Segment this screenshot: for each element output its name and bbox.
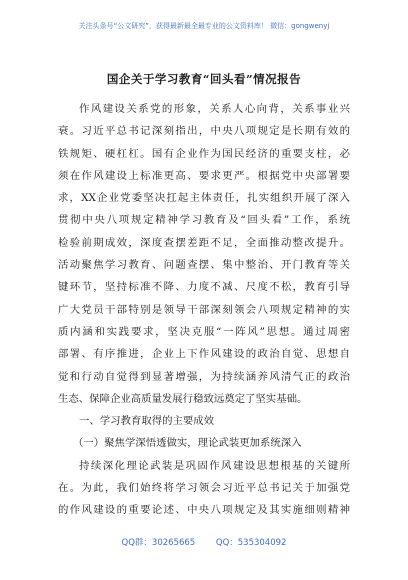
footer-qq-group: QQ群：30265665 bbox=[121, 538, 196, 548]
body-line: 的作风建设的重要论述、中央八项规定及其实施细则精神 bbox=[58, 504, 350, 517]
body-line: 求，XX企业党委坚决扛起主体责任，扎实组织开展了深入 bbox=[58, 192, 350, 205]
section-heading: 一、学习教育取得的主要成效 bbox=[79, 415, 215, 428]
body-line: 部署、有序推进，企业上下作风建设的政治自觉、思想自 bbox=[58, 348, 350, 361]
body-line: 检验前期成效，深度查摆差距不足，全面推动整改提升。 bbox=[58, 236, 350, 249]
body-line: 广大党员干部特别是领导干部深刻领会八项规定精神的实 bbox=[58, 303, 350, 316]
body-line: 铁规矩、硬杠杠。国有企业作为国民经济的重要支柱，必 bbox=[58, 147, 350, 160]
body-line: 生态、保障企业高质量发展行稳致远奠定了坚实基础。 bbox=[58, 392, 308, 405]
body-line: 作风建设关系党的形象，关系人心向背，关系事业兴 bbox=[79, 103, 350, 115]
body-line: 须在作风建设上标准更高、要求更严。根据党中央部署要 bbox=[58, 169, 350, 182]
header-promo-note: 关注头条号“公文研究”，获得最新最全最专业的公文资料库！ 微信：gongwenyj bbox=[78, 22, 330, 30]
body-line: 在。为此，我们始终将学习领会习近平总书记关于加强党 bbox=[58, 482, 350, 495]
footer-contact bbox=[0, 536, 408, 548]
body-line: 持续深化理论武装是巩固作风建设思想根基的关键所 bbox=[79, 459, 350, 472]
document-title: 国企关于学习教育“回头看”情况报告 bbox=[106, 72, 302, 86]
body-line: 活动聚焦学习教育、问题查摆、集中整治、开门教育等关 bbox=[58, 259, 350, 272]
subsection-heading: （一）聚焦学深悟透做实，理论武装更加系统深入 bbox=[73, 437, 302, 450]
body-line: 贯彻中央八项规定精神学习教育及“回头看”工作，系统 bbox=[58, 214, 350, 227]
footer-qq: QQ：535304092 bbox=[215, 538, 287, 548]
body-line: 觉和行动自觉得到显著增强，为持续涵养风清气正的政治 bbox=[58, 370, 350, 383]
body-line: 衰。习近平总书记深刻指出，中央八项规定是长期有效的 bbox=[58, 125, 350, 138]
body-line: 质内涵和实践要求，坚决克服“一阵风”思想。通过周密 bbox=[58, 325, 350, 338]
document-body bbox=[58, 98, 350, 522]
body-line: 键环节，坚持标准不降、力度不减、尺度不松，教育引导 bbox=[58, 281, 350, 294]
